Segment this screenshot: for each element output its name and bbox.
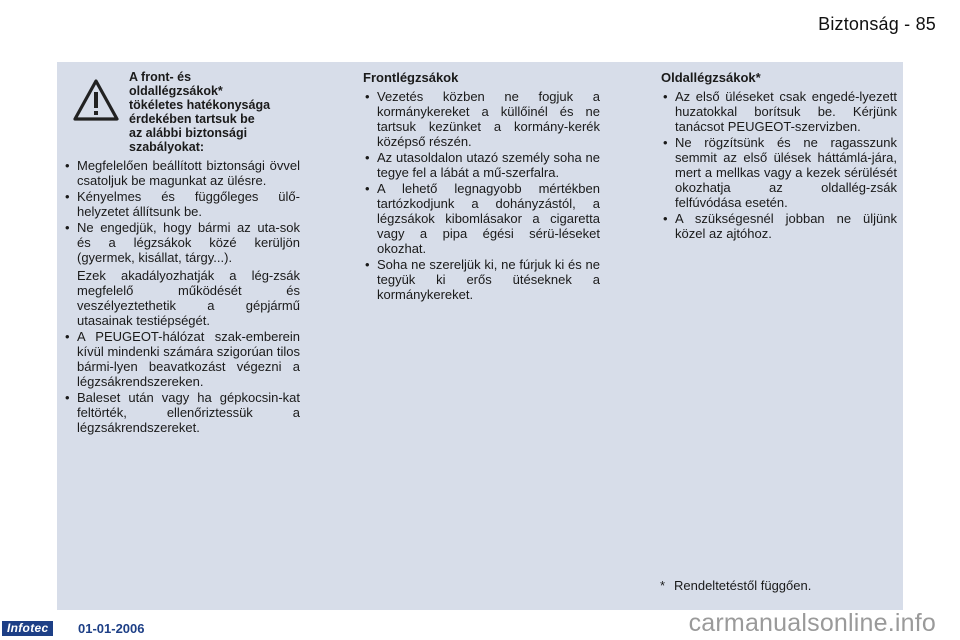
- column-safety-rules: [63, 70, 300, 436]
- list-item: • A lehető legnagyobb mértékben tartózkodjunk a dohányzástól, a légzsákok kibomlásakor a cigaretta vagy a pipa égési sérü-léseket okozhat.: [363, 181, 600, 256]
- warning-line: oldallégzsákok*: [129, 84, 223, 98]
- list-item: • Baleset után vagy ha gépkocsin-kat feltörték, ellenőriztessük a légzsákrendszereket.: [63, 390, 300, 435]
- list-item: • Soha ne szereljük ki, ne fúrjuk ki és ne tegyük ki erős ütéseknek a kormánykereket.: [363, 257, 600, 302]
- warning-line: szabályokat:: [129, 140, 205, 154]
- list-item: • Az első üléseket csak engedé-lyezett huzatokkal borítsuk be. Kérjünk tanácsot PEUGEOT-szervizben.: [661, 89, 897, 134]
- list-item: • A szükségesnél jobban ne üljünk közel az ajtóhoz.: [661, 211, 897, 241]
- warning-line: az alábbi biztonsági: [129, 126, 248, 140]
- warning-line: érdekében tartsuk be: [129, 112, 255, 126]
- warning-triangle-icon: [73, 78, 119, 122]
- section-heading: Oldallégzsákok*: [661, 70, 761, 85]
- footnote: [660, 578, 811, 593]
- warning-block: [63, 70, 300, 154]
- page-header-title: Biztonság - 85: [818, 14, 936, 34]
- list-item: • Vezetés közben ne fogjuk a kormánykereket a küllőinél és ne tartsuk kezünket a kormány-kerék középső részén.: [363, 89, 600, 149]
- infotec-logo: Infotec: [2, 621, 53, 636]
- safety-rules-list: [63, 158, 300, 435]
- warning-heading: [129, 70, 270, 154]
- list-item: • Ne rögzítsünk és ne ragasszunk semmit az első ülések háttámlá-jára, mert a mellkas vagy a kezek sérülését okozhatja az oldallég-zsák felfúvódása esetén.: [661, 135, 897, 210]
- list-item: • Ne engedjük, hogy bármi az uta-sok és a légzsákok közé kerüljön (gyermek, kisállat, tárgy...). Ezek akadályozhatják a lég-zsák megfelelő működését és veszélyeztethetik a gépjármű utasainak testiépségét.: [63, 220, 300, 328]
- front-airbag-list: [363, 89, 600, 302]
- side-airbag-list: [661, 89, 897, 241]
- footnote-text: Rendeltetéstől függően.: [674, 578, 812, 593]
- section-heading: Frontlégzsákok: [363, 70, 459, 85]
- list-item: • Az utasoldalon utazó személy soha ne tegye fel a lábát a mű-szerfalra.: [363, 150, 600, 180]
- list-item-note: Ezek akadályozhatják a lég-zsák megfelelő működését és veszélyeztethetik a gépjármű utasainak testiépségét.: [77, 268, 300, 328]
- content-panel: [57, 62, 903, 610]
- list-item: • A PEUGEOT-hálózat szak-emberein kívül mindenki számára szigorúan tilos bármi-lyen beavatkozást végezni a légzsákrendszereken.: [63, 329, 300, 389]
- footer-date: 01-01-2006: [78, 621, 145, 636]
- warning-line: tökéletes hatékonysága: [129, 98, 271, 112]
- column-side-airbags: [661, 70, 897, 242]
- list-item: • Megfelelően beállított biztonsági övvel csatoljuk be magunkat az ülésre.: [63, 158, 300, 188]
- warning-line: A front- és: [129, 70, 192, 84]
- column-front-airbags: [363, 70, 600, 303]
- footnote-marker: *: [660, 578, 666, 593]
- watermark: carmanualsonline.info: [688, 609, 936, 637]
- list-item: • Kényelmes és függőleges ülő-helyzetet állítsunk be.: [63, 189, 300, 219]
